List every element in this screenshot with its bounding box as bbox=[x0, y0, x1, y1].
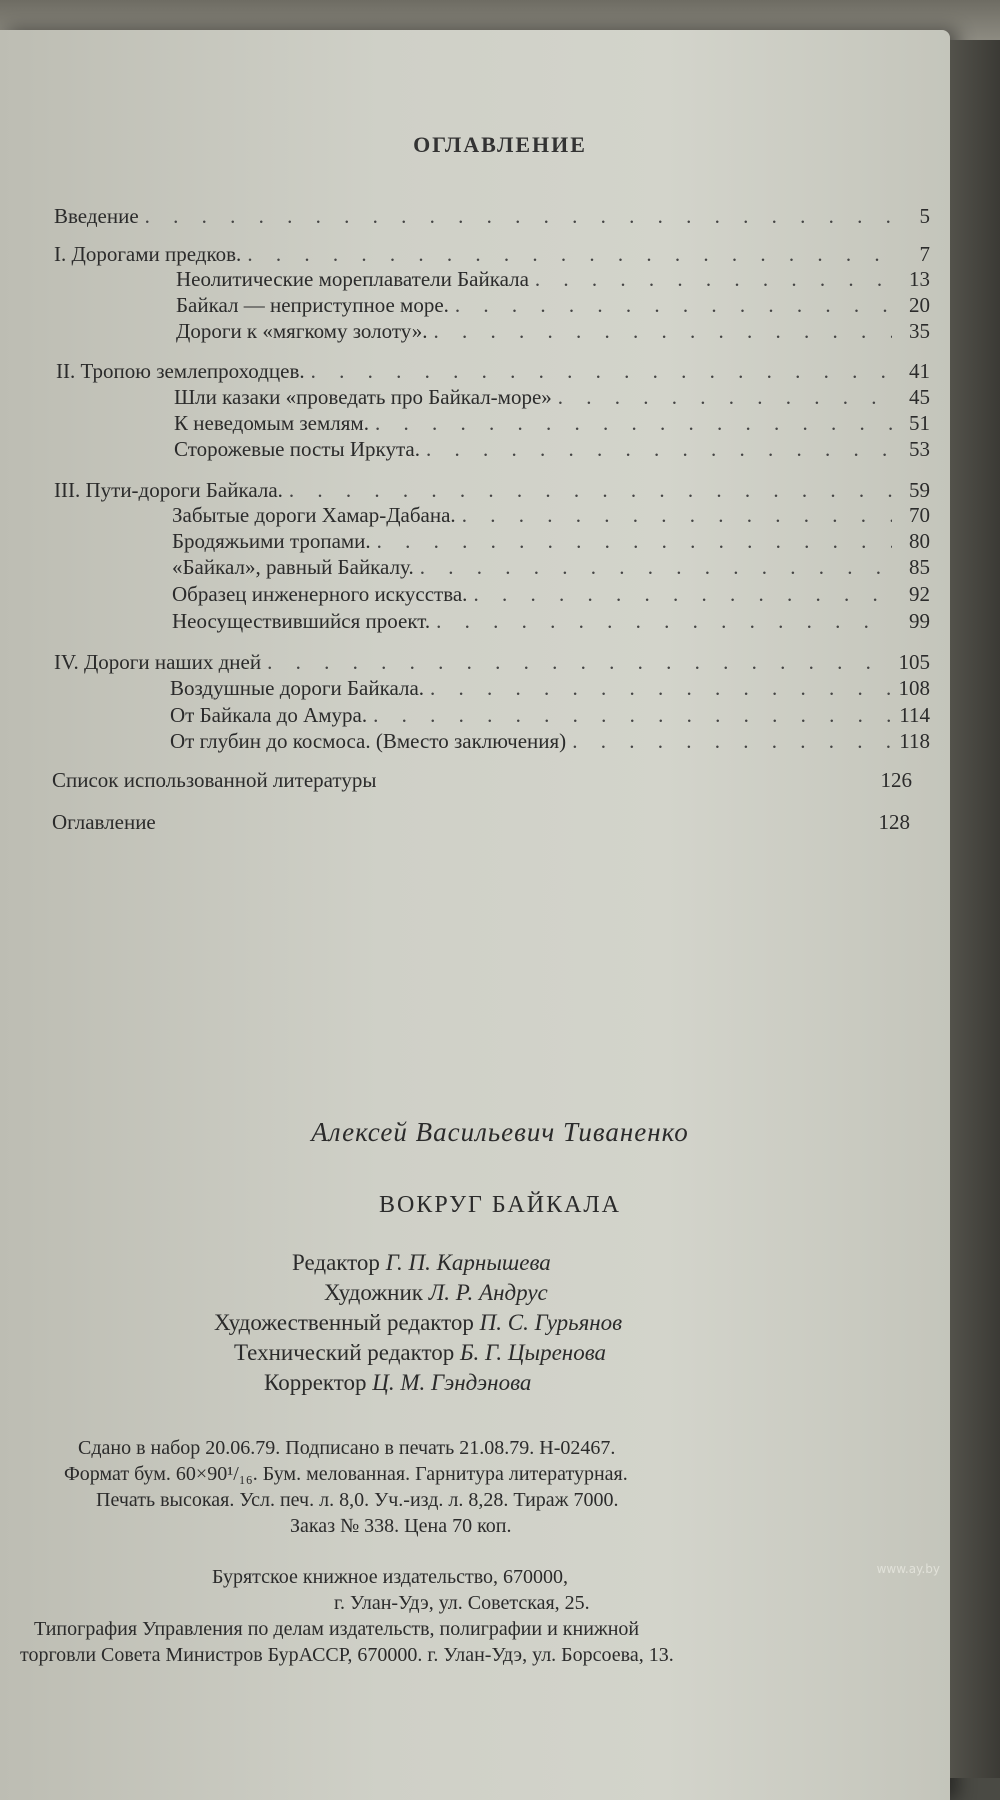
credit-person: П. С. Гурьянов bbox=[479, 1310, 623, 1335]
toc-leader-dots bbox=[375, 411, 892, 436]
toc-entry bbox=[54, 650, 930, 678]
toc-entry-label: Байкал — неприступное море. bbox=[176, 293, 449, 317]
toc-entry-page: 85 bbox=[909, 555, 930, 579]
toc-entry-label: II. Тропою землепроходцев. bbox=[56, 359, 305, 383]
toc-entry bbox=[176, 319, 930, 347]
toc-entry-page: 20 bbox=[909, 293, 930, 317]
imprint-line: Сдано в набор 20.06.79. Подписано в печать 21.08.79. Н-02467. bbox=[78, 1437, 616, 1459]
book-title: ВОКРУГ БАЙКАЛА bbox=[378, 1192, 622, 1218]
toc-leader-dots bbox=[267, 650, 892, 675]
credit-line bbox=[324, 1280, 548, 1306]
credit-line bbox=[214, 1310, 622, 1336]
toc-entry bbox=[56, 359, 930, 387]
toc-entry bbox=[172, 529, 930, 557]
toc-leader-dots bbox=[535, 267, 892, 292]
imprint-line: Формат бум. 60×90¹/₁₆. Бум. мелованная. Гарнитура литературная. bbox=[64, 1463, 628, 1485]
toc-entry-page: 80 bbox=[909, 529, 930, 553]
toc-entry bbox=[174, 385, 930, 413]
toc-entry-label: Список использованной литературы bbox=[52, 768, 377, 792]
toc-entry-page: 35 bbox=[909, 319, 930, 343]
toc-entry bbox=[170, 729, 930, 757]
toc-entry-label: I. Дорогами предков. bbox=[54, 242, 242, 266]
credit-line bbox=[292, 1250, 551, 1276]
imprint-line: Бурятское книжное издательство, 670000, bbox=[212, 1566, 569, 1588]
toc-entry-label: Дороги к «мягкому золоту». bbox=[176, 319, 428, 343]
toc-leader-dots bbox=[473, 582, 892, 607]
toc-entry-label: От глубин до космоса. (Вместо заключения) bbox=[170, 729, 567, 753]
imprint-line: Заказ № 338. Цена 70 коп. bbox=[290, 1515, 512, 1537]
credit-person: Г. П. Карнышева bbox=[385, 1250, 551, 1275]
watermark: www.ay.by bbox=[876, 1562, 940, 1576]
author-name: Алексей Васильевич Тиваненко bbox=[311, 1117, 689, 1147]
toc-leader-dots bbox=[289, 478, 892, 503]
credit-role: Художественный редактор bbox=[214, 1310, 474, 1335]
toc-entry-label: Неолитические мореплаватели Байкала bbox=[176, 267, 529, 291]
toc-entry-page: 5 bbox=[919, 204, 930, 228]
toc-entry-label: От Байкала до Амура. bbox=[170, 703, 368, 727]
toc-entry-label: IV. Дороги наших дней bbox=[54, 650, 262, 674]
toc-entry-label: «Байкал», равный Байкалу. bbox=[172, 555, 414, 579]
credit-role: Художник bbox=[324, 1280, 423, 1305]
toc-entry-page: 126 bbox=[880, 768, 912, 792]
toc-entry bbox=[170, 703, 930, 731]
toc-entry-label: Шли казаки «проведать про Байкал-море» bbox=[174, 385, 552, 409]
toc-leader-dots bbox=[436, 609, 892, 634]
toc-entry-label: Образец инженерного искусства. bbox=[172, 582, 468, 606]
toc-entry-label: Оглавление bbox=[52, 810, 156, 834]
toc-entry-label: Сторожевые посты Иркута. bbox=[174, 437, 420, 461]
toc-entry bbox=[172, 503, 930, 531]
credit-person: Л. Р. Андрус bbox=[428, 1280, 548, 1305]
imprint-line: г. Улан-Удэ, ул. Советская, 25. bbox=[334, 1592, 590, 1614]
toc-entry bbox=[54, 204, 930, 232]
imprint-line: торговли Совета Министров БурАССР, 670000. г. Улан-Удэ, ул. Борсоева, 13. bbox=[20, 1644, 674, 1666]
toc-entry bbox=[174, 437, 930, 465]
imprint-line: Печать высокая. Усл. печ. л. 8,0. Уч.-изд. л. 8,28. Тираж 7000. bbox=[96, 1489, 619, 1511]
toc-entry bbox=[176, 293, 930, 321]
toc-entry bbox=[174, 411, 930, 439]
toc-leader-dots bbox=[247, 242, 892, 267]
toc-entry-page: 99 bbox=[909, 609, 930, 633]
toc-entry bbox=[52, 810, 910, 838]
toc-leader-dots bbox=[145, 204, 892, 229]
toc-entry bbox=[172, 609, 930, 637]
toc-entry-label: III. Пути-дороги Байкала. bbox=[54, 478, 283, 502]
toc-entry-page: 51 bbox=[909, 411, 930, 435]
toc-entry bbox=[52, 768, 912, 796]
toc-leader-dots bbox=[430, 676, 892, 701]
credit-role: Корректор bbox=[264, 1370, 367, 1395]
toc-leader-dots bbox=[420, 555, 892, 580]
toc-leader-dots bbox=[373, 703, 892, 728]
toc-leader-dots bbox=[572, 729, 892, 754]
toc-entry bbox=[54, 242, 930, 270]
toc-entry-label: Введение bbox=[54, 204, 139, 228]
toc-entry-label: К неведомым землям. bbox=[174, 411, 369, 435]
toc-leader-dots bbox=[311, 359, 892, 384]
toc-leader-dots bbox=[377, 529, 892, 554]
toc-entry-page: 70 bbox=[909, 503, 930, 527]
toc-entry-page: 41 bbox=[909, 359, 930, 383]
toc-entry bbox=[54, 478, 930, 506]
toc-entry-page: 13 bbox=[909, 267, 930, 291]
toc-entry-page: 105 bbox=[898, 650, 930, 674]
toc-entry-page: 59 bbox=[909, 478, 930, 502]
toc-entry bbox=[172, 555, 930, 583]
toc-entry bbox=[176, 267, 930, 295]
credit-role: Редактор bbox=[292, 1250, 380, 1275]
toc-entry bbox=[170, 676, 930, 704]
credit-person: Б. Г. Цыренова bbox=[459, 1340, 607, 1365]
toc-entry-label: Неосуществившийся проект. bbox=[172, 609, 431, 633]
toc-entry bbox=[172, 582, 930, 610]
toc-entry-page: 92 bbox=[909, 582, 930, 606]
toc-leader-dots bbox=[455, 293, 892, 318]
toc-entry-page: 118 bbox=[899, 729, 930, 753]
toc-entry-page: 128 bbox=[878, 810, 910, 834]
toc-entry-page: 7 bbox=[919, 242, 930, 266]
toc-leader-dots bbox=[558, 385, 892, 410]
toc-leader-dots bbox=[426, 437, 892, 462]
toc-entry-page: 45 bbox=[909, 385, 930, 409]
book-page-edge bbox=[950, 40, 1000, 1778]
imprint-line: Типография Управления по делам издательств, полиграфии и книжной bbox=[34, 1618, 640, 1640]
credit-person: Ц. М. Гэндэнова bbox=[372, 1370, 532, 1395]
credit-line bbox=[264, 1370, 531, 1396]
toc-entry-page: 114 bbox=[899, 703, 930, 727]
credit-line bbox=[234, 1340, 606, 1366]
toc-entry-label: Воздушные дороги Байкала. bbox=[170, 676, 425, 700]
toc-leader-dots bbox=[434, 319, 893, 344]
toc-entry-page: 53 bbox=[909, 437, 930, 461]
toc-leader-dots bbox=[462, 503, 892, 528]
toc-entry-label: Бродяжьими тропами. bbox=[172, 529, 371, 553]
toc-title: ОГЛАВЛЕНИЕ bbox=[413, 132, 587, 157]
toc-entry-label: Забытые дороги Хамар-Дабана. bbox=[172, 503, 456, 527]
toc-entry-page: 108 bbox=[898, 676, 930, 700]
credit-role: Технический редактор bbox=[234, 1340, 455, 1365]
